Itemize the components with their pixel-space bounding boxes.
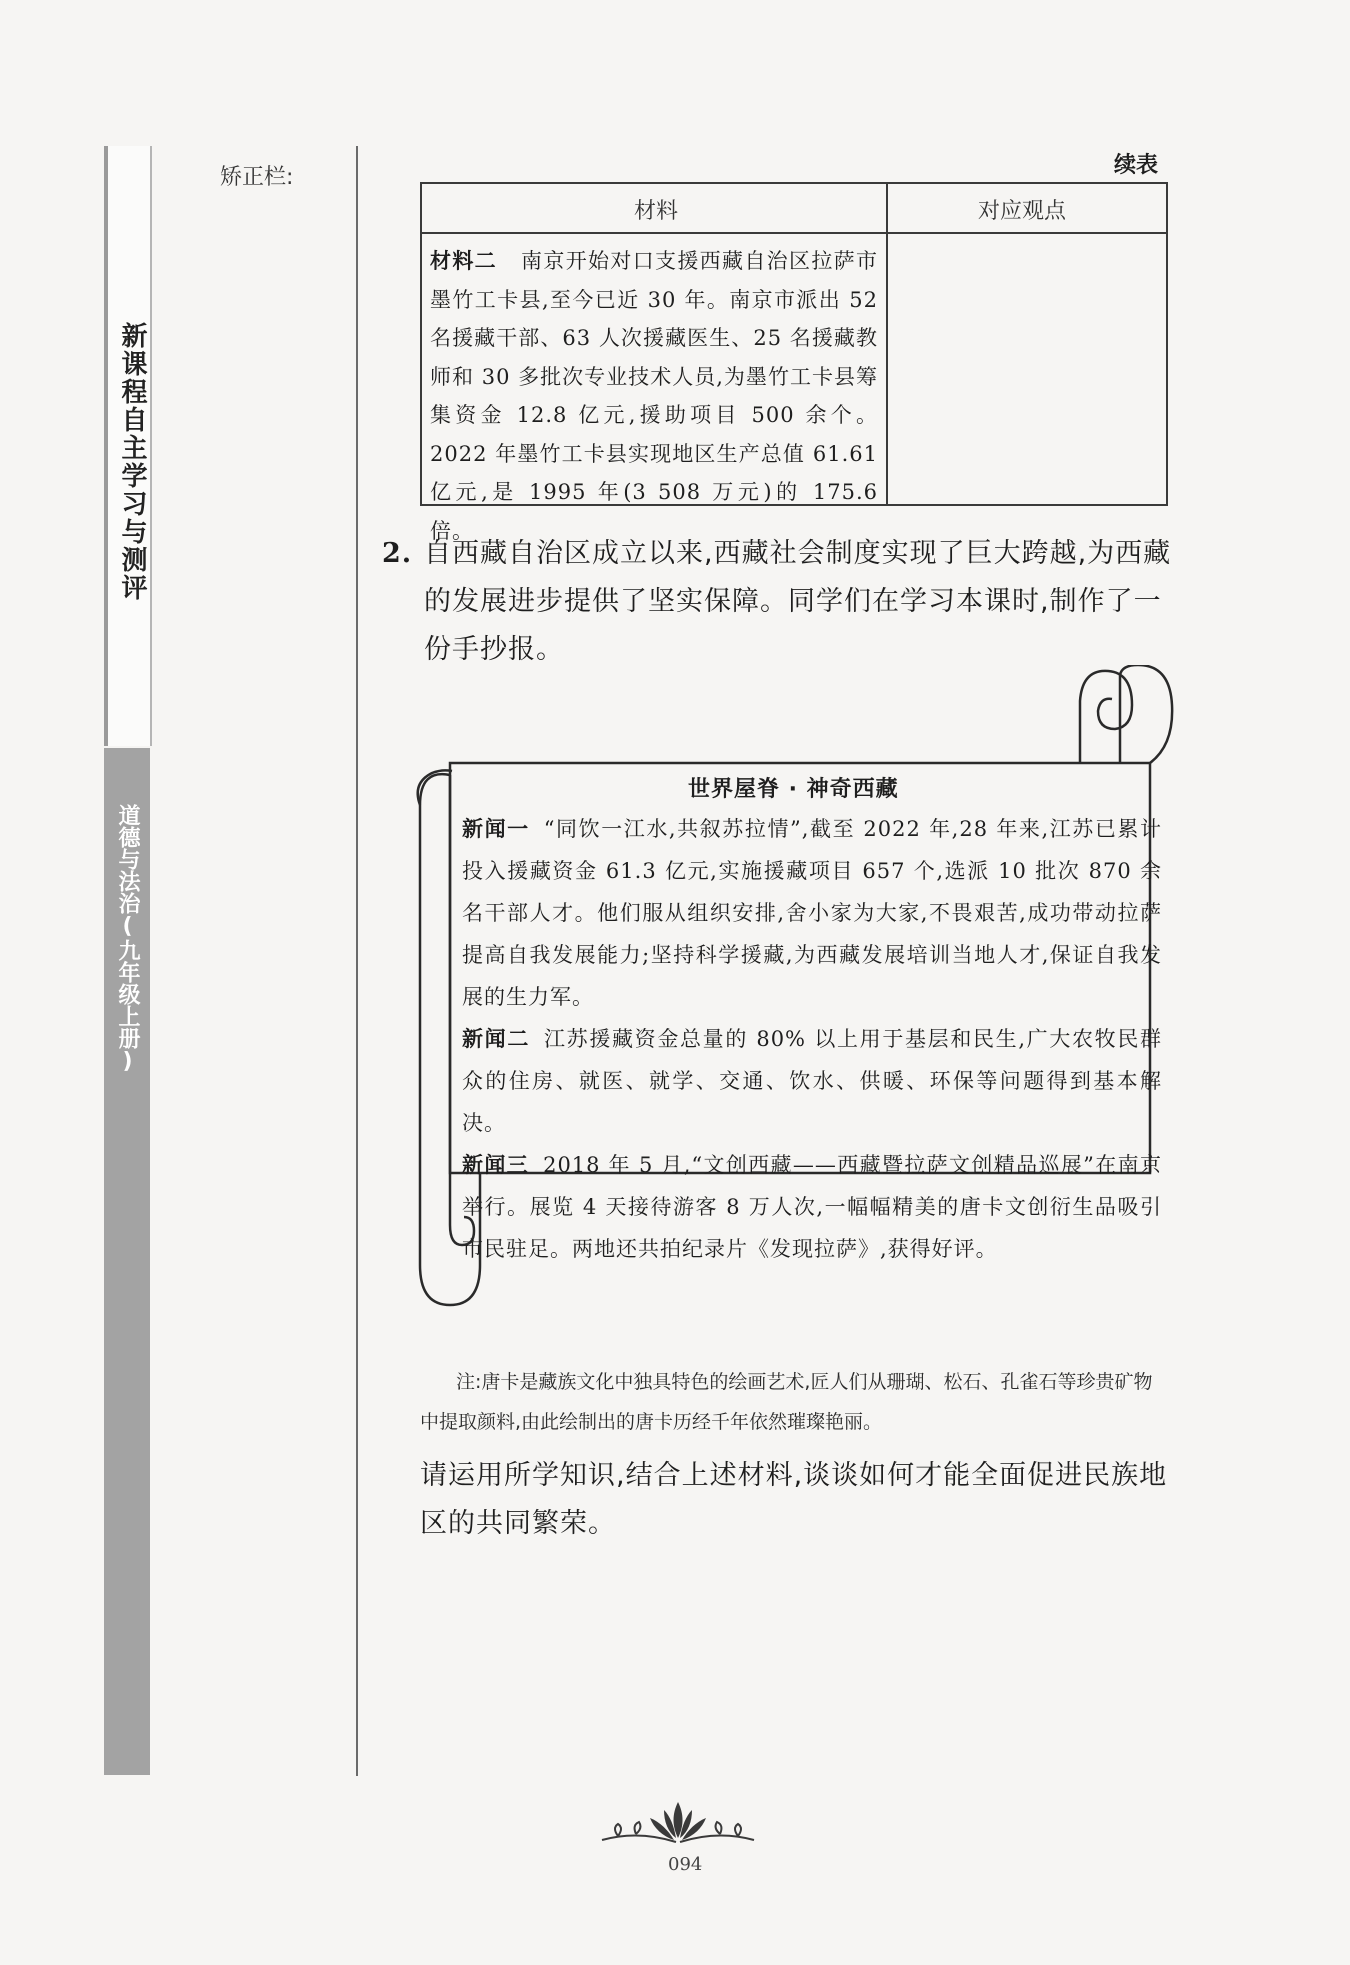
news-text-2: 江苏援藏资金总量的 80% 以上用于基层和民生,广大农牧民群众的住房、就医、就学、交通、饮水、供暖、环保等问题得到基本解决。 bbox=[462, 1027, 1163, 1135]
material-text: 南京开始对口支援西藏自治区拉萨市墨竹工卡县,至今已近 30 年。南京市派出 52 名援藏干部、63 人次援藏医生、25 名援藏教师和 30 多批次专业技术人员,为墨竹工卡县筹集资金 12.8 亿元,援助项目 500 余个。2022 年墨竹工卡县实现地区生产总值 61.61 亿元,是 1995 年(3 508 万元)的 175.6 倍。 bbox=[430, 249, 879, 543]
poster-title: 世界屋脊 · 神奇西藏 bbox=[688, 777, 899, 802]
news-text-1: “同饮一江水,共叙苏拉情”,截至 2022 年,28 年来,江苏已累计投入援藏资金 61.3 亿元,实施援藏项目 657 个,选派 10 批次 870 余名干部人才。他们服从组织安排,舍小家为大家,不畏艰苦,成功带动拉萨提高自我发展能力;坚持科学援藏,为西藏发展培训当地人才,保证自我发展的生力军。 bbox=[462, 817, 1163, 1009]
thangka-note bbox=[420, 1362, 1170, 1442]
correction-label: 矫正栏: bbox=[220, 165, 294, 190]
news-item-3 bbox=[462, 1144, 1162, 1270]
top-right-curl-inner bbox=[1080, 671, 1132, 763]
news-tag-2: 新闻二 bbox=[462, 1027, 530, 1051]
question-number: 2. bbox=[382, 538, 413, 569]
material-tag: 材料二 bbox=[430, 249, 497, 273]
news-list bbox=[462, 808, 1162, 1270]
question-2 bbox=[384, 530, 1174, 674]
material-table bbox=[420, 182, 1168, 543]
note-text: 注:唐卡是藏族文化中独具特色的绘画艺术,匠人们从珊瑚、松石、孔雀石等珍贵矿物中提取颜料,由此绘制出的唐卡历经千年依然璀璨艳丽。 bbox=[420, 1371, 1153, 1433]
question-text: 自西藏自治区成立以来,西藏社会制度实现了巨大跨越,为西藏的发展进步提供了坚实保障。同学们在学习本课时,制作了一份手抄报。 bbox=[424, 538, 1172, 665]
material-cell bbox=[430, 242, 878, 550]
header-viewpoint: 对应观点 bbox=[978, 199, 1067, 224]
sidebar-subject-band bbox=[104, 748, 150, 1775]
news-text-3: 2018 年 5 月,“文创西藏——西藏暨拉萨文创精品巡展”在南京举行。展览 4 天接待游客 8 万人次,一幅幅精美的唐卡文创衍生品吸引市民驻足。两地还共拍纪录片《发现拉萨》,获得好评。 bbox=[462, 1153, 1162, 1261]
news-item-2 bbox=[462, 1018, 1162, 1144]
answer-prompt: 请运用所学知识,结合上述材料,谈谈如何才能全面促进民族地区的共同繁荣。 bbox=[420, 1460, 1168, 1539]
header-material: 材料 bbox=[634, 199, 679, 224]
news-tag-1: 新闻一 bbox=[462, 817, 530, 841]
top-right-curl bbox=[1120, 665, 1172, 763]
news-item-1 bbox=[462, 808, 1162, 1018]
correction-margin-divider bbox=[356, 146, 358, 1776]
page-number: 094 bbox=[668, 1854, 703, 1875]
sidebar-series-band bbox=[104, 146, 152, 746]
series-title: 新课程自主学习与测评 bbox=[117, 322, 147, 602]
table-header-divider bbox=[422, 232, 1166, 234]
floral-ornament-icon bbox=[598, 1800, 758, 1850]
subject-title: 道德与法治(九年级上册) bbox=[115, 804, 140, 1074]
news-tag-3: 新闻三 bbox=[462, 1153, 530, 1177]
continued-table-label: 续表 bbox=[1114, 153, 1159, 178]
